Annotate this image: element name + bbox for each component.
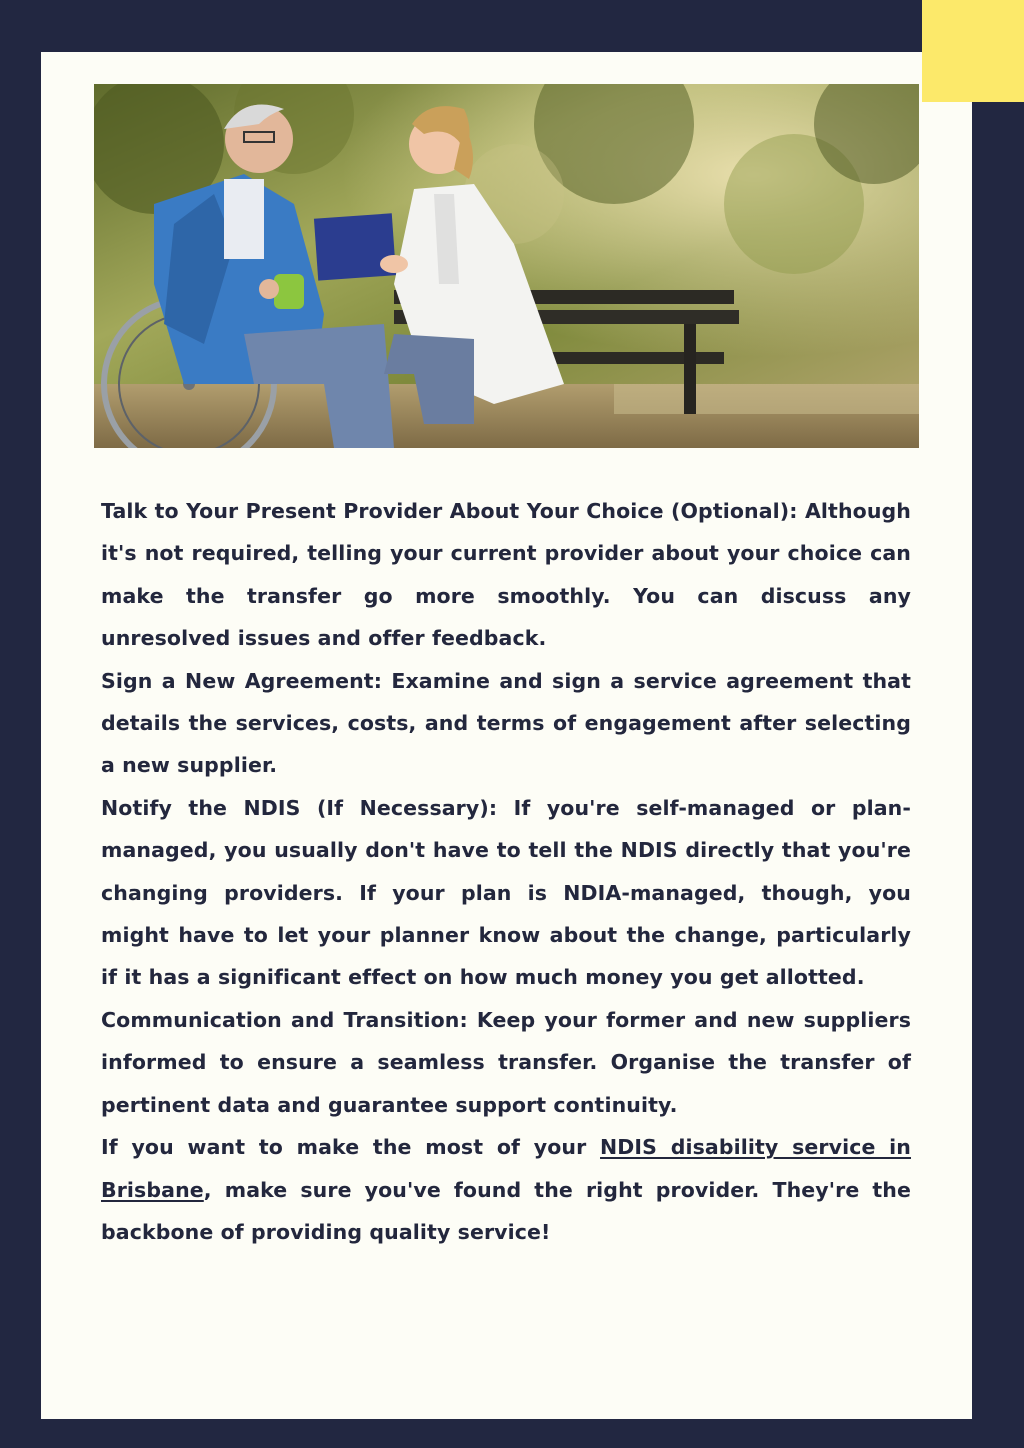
article-body — [101, 490, 911, 1253]
photo-caregiver-and-man-in-wheelchair — [94, 84, 919, 448]
closing-paragraph — [101, 1126, 911, 1253]
step-sign-agreement: Sign a New Agreement: Examine and sign a service agreement that details the services, costs, and terms of engagement after selecting a new supplier. — [101, 668, 911, 778]
corner-accent — [922, 0, 1024, 102]
step-communication-transition: Communication and Transition: Keep your former and new suppliers informed to ensure a seamless transfer. Organise the transfer of pertinent data and guarantee support continuity. — [101, 1007, 911, 1117]
closing-text-before-link: If you want to make the most of your — [101, 1135, 601, 1160]
step-notify-ndis: Notify the NDIS (If Necessary): If you're self-managed or plan-managed, you usually don't have to tell the NDIS directly that you're changing providers. If your plan is NDIA-managed, though, you might have to let your planner know about the change, particularly if it has a significant effect on how much money you get allotted. — [101, 795, 911, 990]
ndis-disability-service-link[interactable]: NDIS disability service in Brisbane — [101, 1135, 911, 1202]
step-talk-to-provider: Talk to Your Present Provider About Your Choice (Optional): Although it's not required, telling your current provider about your choice can make the transfer go more smoothly. You can discuss any unresolved issues and offer feedback. — [101, 499, 911, 651]
closing-text-after-link: , make sure you've found the right provider. They're the backbone of providing quality service! — [101, 1177, 911, 1244]
